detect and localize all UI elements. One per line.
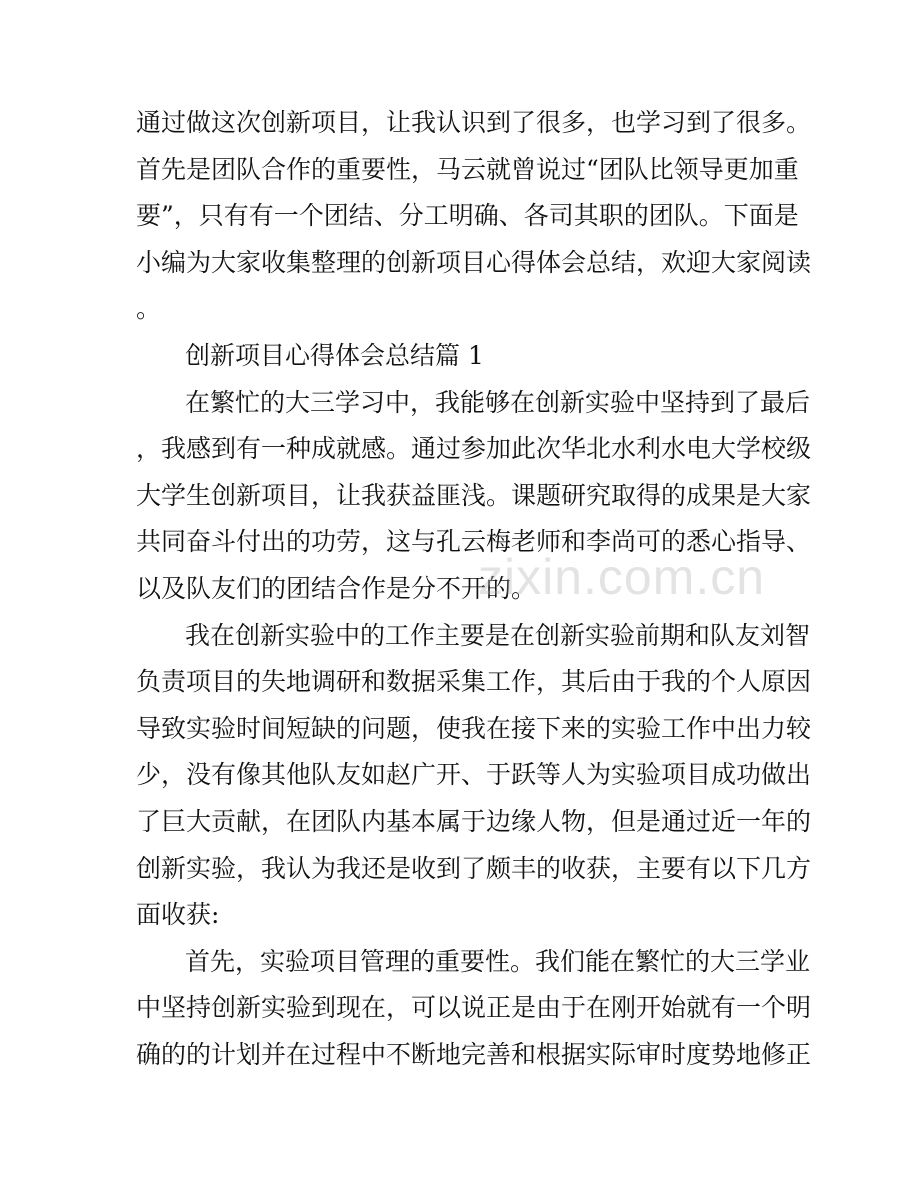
text-line: 小编为大家收集整理的创新项目心得体会总结，欢迎大家阅读 <box>136 247 812 277</box>
text-line: 大学生创新项目，让我获益匪浅。课题研究取得的成果是大家 <box>136 480 812 510</box>
text-line: 在繁忙的大三学习中，我能够在创新实验中坚持到了最后 <box>185 387 811 417</box>
intro-paragraph <box>136 100 812 333</box>
paragraph-2 <box>136 613 812 939</box>
text-line: 。 <box>136 294 162 324</box>
text-line: 了巨大贡献，在团队内基本属于边缘人物，但是通过近一年的 <box>136 806 812 836</box>
text-line: 首先是团队合作的重要性，马云就曾说过“团队比领导更加重 <box>136 154 799 184</box>
section-title: 创新项目心得体会总结篇 1 <box>185 340 484 370</box>
text-line: 创新实验，我认为我还是收到了颇丰的收获，主要有以下几方 <box>136 853 812 883</box>
watermark-text: zixin.com.cn <box>478 549 766 605</box>
text-line: 要”，只有有一个团结、分工明确、各司其职的团队。下面是 <box>136 201 799 231</box>
text-line: 通过做这次创新项目，让我认识到了很多，也学习到了很多。 <box>136 108 812 137</box>
text-line: 中坚持创新实验到现在，可以说正是由于在刚开始就有一个明 <box>136 993 812 1023</box>
text-line: ，我感到有一种成就感。通过参加此次华北水利水电大学校级 <box>136 434 812 464</box>
text-line: 我在创新实验中的工作主要是在创新实验前期和队友刘智 <box>185 620 811 650</box>
paragraph-3 <box>136 939 812 1079</box>
text-line: 以及队友们的团结合作是分不开的。 <box>136 573 537 603</box>
text-line: 共同奋斗付出的功劳，这与孔云梅老师和李尚可的悉心指导、 <box>136 527 812 557</box>
text-line: 面收获: <box>136 900 220 930</box>
text-line: 首先，实验项目管理的重要性。我们能在繁忙的大三学业 <box>185 946 811 976</box>
text-line: 导致实验时间短缺的问题，使我在接下来的实验工作中出力较 <box>136 713 812 743</box>
text-line: 确的的计划并在过程中不断地完善和根据实际审时度势地修正 <box>136 1039 812 1069</box>
text-line: 少，没有像其他队友如赵广开、于跃等人为实验项目成功做出 <box>136 760 812 790</box>
text-line: 负责项目的失地调研和数据采集工作，其后由于我的个人原因 <box>136 667 812 697</box>
